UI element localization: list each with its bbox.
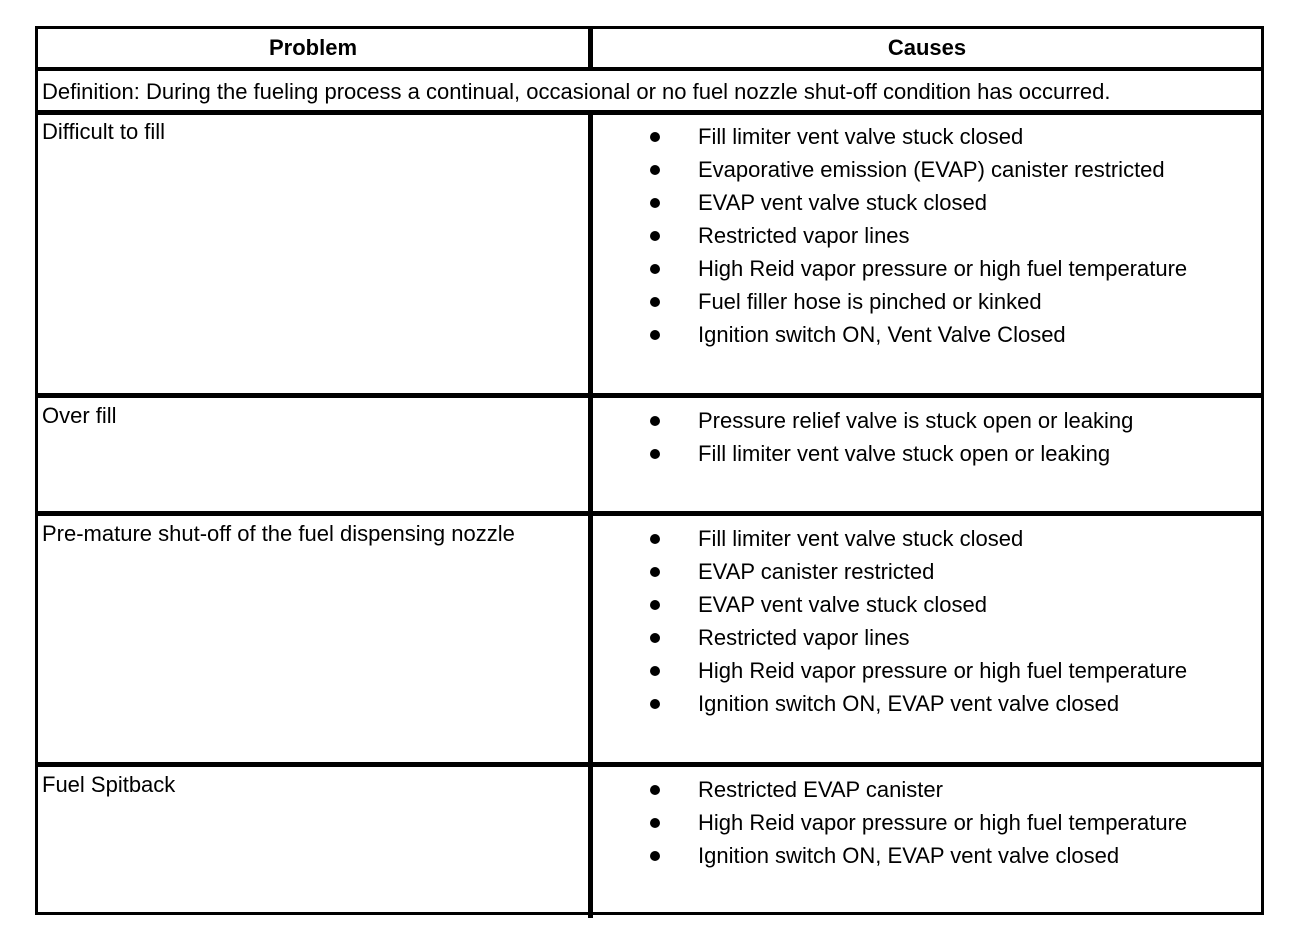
bullet-icon: [650, 330, 660, 340]
cause-item: Evaporative emission (EVAP) canister restricted: [594, 153, 1187, 186]
definition-rule: [38, 110, 1261, 115]
bullet-icon: [650, 600, 660, 610]
bullet-icon: [650, 534, 660, 544]
diagnostic-table: [35, 26, 1264, 915]
cause-item: High Reid vapor pressure or high fuel temperature: [594, 654, 1187, 687]
cause-item: Restricted EVAP canister: [594, 773, 1187, 806]
problem-cell: Difficult to fill: [42, 119, 166, 144]
bullet-icon: [650, 567, 660, 577]
cause-item: Fill limiter vent valve stuck open or leaking: [594, 437, 1133, 470]
problem-cell: Fuel Spitback: [42, 772, 176, 797]
cause-item: Ignition switch ON, Vent Valve Closed: [594, 318, 1187, 351]
causes-list: [594, 404, 1133, 470]
cause-item: Pressure relief valve is stuck open or leaking: [594, 404, 1133, 437]
problem-cell: Pre-mature shut-off of the fuel dispensing nozzle: [42, 521, 515, 546]
cause-item: EVAP canister restricted: [594, 555, 1187, 588]
row-rule: [38, 511, 1261, 516]
cause-item: Restricted vapor lines: [594, 219, 1187, 252]
bullet-icon: [650, 449, 660, 459]
bullet-icon: [650, 297, 660, 307]
bullet-icon: [650, 851, 660, 861]
causes-list: [594, 773, 1187, 872]
row-rule: [38, 393, 1261, 398]
bullet-icon: [650, 416, 660, 426]
bullet-icon: [650, 699, 660, 709]
bullet-icon: [650, 666, 660, 676]
definition-text: Definition: During the fueling process a continual, occasional or no fuel nozzle shut-off condition has occurred.: [42, 79, 1111, 104]
header-rule: [38, 67, 1261, 71]
bullet-icon: [650, 231, 660, 241]
bullet-icon: [650, 264, 660, 274]
cause-item: EVAP vent valve stuck closed: [594, 186, 1187, 219]
causes-list: [594, 120, 1187, 351]
causes-list: [594, 522, 1187, 720]
cause-item: Ignition switch ON, EVAP vent valve closed: [594, 839, 1187, 872]
cause-item: Fuel filler hose is pinched or kinked: [594, 285, 1187, 318]
cause-item: EVAP vent valve stuck closed: [594, 588, 1187, 621]
bullet-icon: [650, 132, 660, 142]
bullet-icon: [650, 165, 660, 175]
bullet-icon: [650, 633, 660, 643]
bullet-icon: [650, 785, 660, 795]
header-causes: Causes: [887, 35, 967, 60]
cause-item: Restricted vapor lines: [594, 621, 1187, 654]
cause-item: High Reid vapor pressure or high fuel temperature: [594, 252, 1187, 285]
cause-item: Fill limiter vent valve stuck closed: [594, 120, 1187, 153]
header-divider: [588, 29, 593, 67]
problem-cell: Over fill: [42, 403, 117, 428]
bullet-icon: [650, 818, 660, 828]
header-problem: Problem: [268, 35, 358, 60]
row-rule: [38, 762, 1261, 767]
cause-item: Ignition switch ON, EVAP vent valve closed: [594, 687, 1187, 720]
cause-item: High Reid vapor pressure or high fuel temperature: [594, 806, 1187, 839]
cause-item: Fill limiter vent valve stuck closed: [594, 522, 1187, 555]
bullet-icon: [650, 198, 660, 208]
